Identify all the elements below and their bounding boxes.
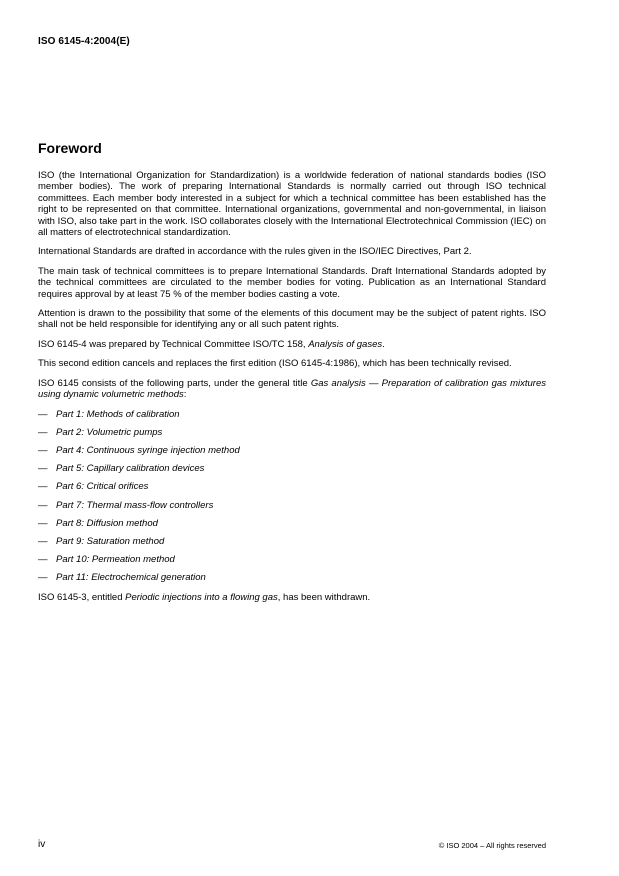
paragraph-patent-rights: Attention is drawn to the possibility that some of the elements of this document may be the subject of patent rights. ISO shall not be held responsible for identifying any or all such patent rights. xyxy=(38,308,546,331)
list-dash: — xyxy=(38,499,48,511)
list-dash: — xyxy=(38,535,48,547)
document-id: ISO 6145-4:2004(E) xyxy=(38,36,130,47)
foreword-title: Foreword xyxy=(38,140,102,156)
paragraph-prepared-by xyxy=(38,339,546,350)
part-title: Part 8: Diffusion method xyxy=(56,517,158,529)
list-item xyxy=(38,518,546,529)
list-dash: — xyxy=(38,463,48,475)
parts-intro-prefix: ISO 6145 consists of the following parts, under the general title xyxy=(38,377,311,389)
list-item xyxy=(38,572,546,583)
list-dash: — xyxy=(38,517,48,529)
list-item xyxy=(38,500,546,511)
list-dash: — xyxy=(38,572,48,584)
list-item xyxy=(38,536,546,547)
list-item xyxy=(38,427,546,438)
parts-list xyxy=(38,409,546,584)
part-title: Part 10: Permeation method xyxy=(56,554,175,566)
list-dash: — xyxy=(38,408,48,420)
list-dash: — xyxy=(38,481,48,493)
part-title: Part 2: Volumetric pumps xyxy=(56,426,163,438)
paragraph-second-edition: This second edition cancels and replaces the first edition (ISO 6145-4:1986), which has been technically revised. xyxy=(38,358,512,370)
prepared-by-suffix: . xyxy=(382,338,385,350)
list-item xyxy=(38,554,546,565)
part-title: Part 7: Thermal mass-flow controllers xyxy=(56,499,214,511)
foreword-section xyxy=(38,140,546,611)
list-item xyxy=(38,409,546,420)
page-number: iv xyxy=(38,839,46,850)
list-item xyxy=(38,481,546,492)
list-dash: — xyxy=(38,554,48,566)
copyright-notice: © ISO 2004 – All rights reserved xyxy=(438,841,546,850)
prepared-by-prefix: ISO 6145-4 was prepared by Technical Committee ISO/TC 158, xyxy=(38,338,309,350)
part-title: Part 5: Capillary calibration devices xyxy=(56,463,205,475)
list-dash: — xyxy=(38,444,48,456)
parts-intro-suffix: : xyxy=(183,389,187,401)
withdrawn-suffix: , has been withdrawn. xyxy=(277,591,371,603)
withdrawn-prefix: ISO 6145-3, entitled xyxy=(38,591,126,603)
paragraph-directives: International Standards are drafted in accordance with the rules given in the ISO/IEC Directives, Part 2. xyxy=(38,246,472,258)
list-dash: — xyxy=(38,426,48,438)
prepared-by-committee-title: Analysis of gases xyxy=(308,338,383,350)
paragraph-main-task: The main task of technical committees is to prepare International Standards. Draft International Standards adopted by the technical committees are circulated to the member bodies for voting. Publication as an International Standard requires approval by at least 75 % of the member bodies casting a vote. xyxy=(38,265,546,300)
list-item xyxy=(38,445,546,456)
part-title: Part 6: Critical orifices xyxy=(56,481,149,493)
paragraph-parts-intro xyxy=(38,378,546,401)
paragraph-withdrawn xyxy=(38,592,546,603)
withdrawn-part-title: Periodic injections into a flowing gas xyxy=(125,591,278,603)
list-item xyxy=(38,463,546,474)
parts-general-title: Gas analysis — Preparation of calibration gas mixtures using dynamic volumetric methods xyxy=(38,377,546,401)
part-title: Part 9: Saturation method xyxy=(56,535,165,547)
paragraph-iso-intro: ISO (the International Organization for Standardization) is a worldwide federation of national standards bodies (ISO member bodies). The work of preparing International Standards is normally carried out through ISO technical committees. Each member body interested in a subject for which a technical committee has been established has the right to be represented on that committee. International organizations, governmental and non-governmental, in liaison with ISO, also take part in the work. ISO collaborates closely with the International Electrotechnical Commission (IEC) on all matters of electrotechnical standardization. xyxy=(38,170,546,239)
part-title: Part 1: Methods of calibration xyxy=(56,408,180,420)
part-title: Part 11: Electrochemical generation xyxy=(56,572,206,584)
part-title: Part 4: Continuous syringe injection method xyxy=(56,444,240,456)
document-header xyxy=(38,36,130,47)
